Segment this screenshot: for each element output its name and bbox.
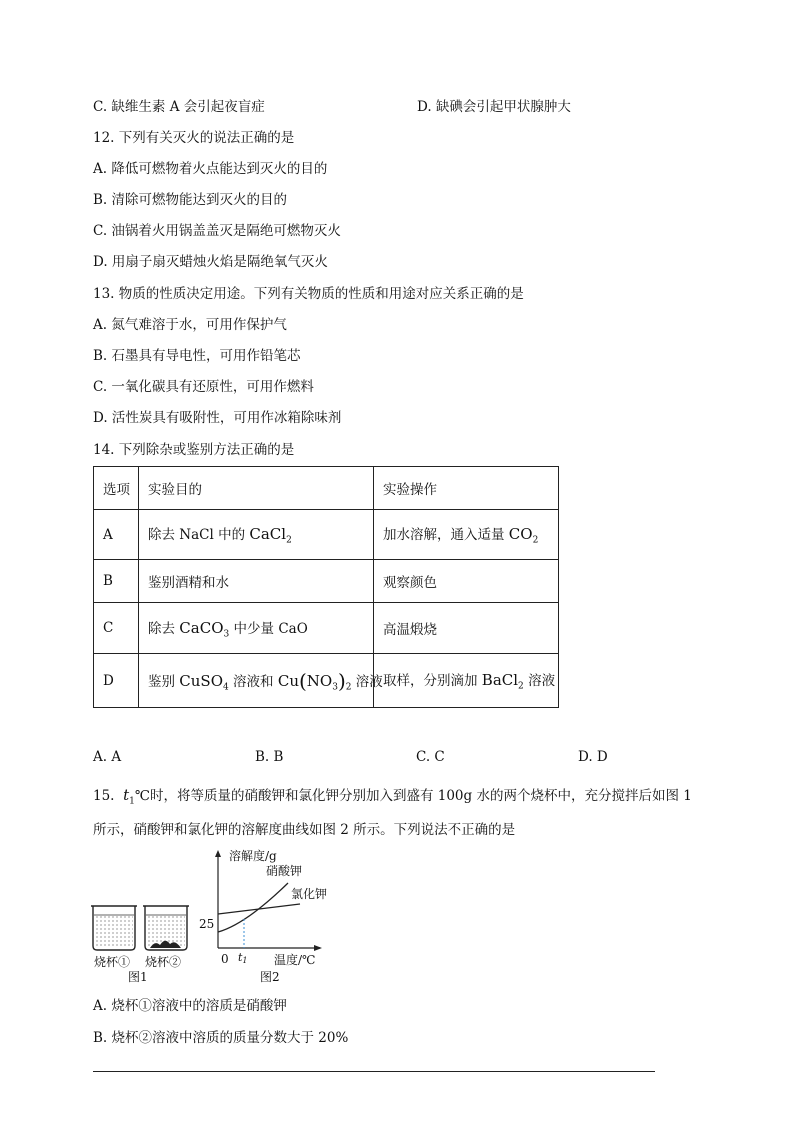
q12-stem: 12. 下列有关灭火的说法正确的是 <box>93 130 295 146</box>
x-axis-arrow-icon <box>314 945 322 951</box>
row-aim: 鉴别 CuSO$_4$ 溶液和 $Cu(NO_3)_2$ 溶液 <box>139 654 374 708</box>
header-operation: 实验操作 <box>374 467 559 510</box>
x-axis-label: 温度/℃ <box>274 953 316 967</box>
x-tick-t1: t1 <box>238 951 248 965</box>
row-operation: 加水溶解，通入适量 $CO_2$ <box>374 510 559 560</box>
beaker-1-icon <box>91 906 137 950</box>
q14-answer-b: B. B <box>255 749 284 765</box>
q14-answer-a: A. A <box>93 749 122 765</box>
row-operation: 取样，分别滴加 BaCl$_2$ 溶液 <box>374 654 559 708</box>
row-aim: 鉴别酒精和水 <box>139 560 374 603</box>
table-row <box>94 654 559 708</box>
kno3-curve <box>218 883 288 932</box>
q15-option-b: B. 烧杯②溶液中溶质的质量分数大于 20% <box>93 1030 349 1046</box>
header-option: 选项 <box>94 467 139 510</box>
q14-stem: 14. 下列除杂或鉴别方法正确的是 <box>93 442 295 458</box>
header-aim: 实验目的 <box>139 467 374 510</box>
footer-rule <box>93 1071 655 1072</box>
q14-table <box>93 466 559 708</box>
fig1-caption: 图1 <box>128 970 148 984</box>
q12-option-b: B. 清除可燃物能达到灭火的目的 <box>93 192 288 208</box>
q13-option-b: B. 石墨具有导电性，可用作铅笔芯 <box>93 348 301 364</box>
q12-option-c: C. 油锅着火用锅盖盖灭是隔绝可燃物灭火 <box>93 223 341 239</box>
fig2-caption: 图2 <box>260 970 280 984</box>
row-option: A <box>94 510 139 560</box>
row-operation: 观察颜色 <box>374 560 559 603</box>
row-aim: 除去 NaCl 中的 CaCl$_2$ <box>139 510 374 560</box>
kcl-curve <box>218 904 300 914</box>
row-option: B <box>94 560 139 603</box>
table-row <box>94 560 559 603</box>
q13-option-d: D. 活性炭具有吸附性，可用作冰箱除味剂 <box>93 410 342 426</box>
table-header-row <box>94 467 559 510</box>
q11-option-c: C. 缺维生素 A 会引起夜盲症 <box>93 99 265 115</box>
y-axis-label: 溶解度/g <box>229 849 277 863</box>
q13-stem: 13. 物质的性质决定用途。下列有关物质的性质和用途对应关系正确的是 <box>93 286 524 302</box>
kcl-label: 氯化钾 <box>291 887 328 901</box>
y-axis-arrow-icon <box>215 850 221 857</box>
beaker-1-label: 烧杯① <box>94 955 131 969</box>
y-tick-25: 25 <box>199 917 215 931</box>
row-operation: 高温煅烧 <box>374 603 559 654</box>
q11-option-d: D. 缺碘会引起甲状腺肿大 <box>417 99 571 115</box>
table-row <box>94 510 559 560</box>
row-option: C <box>94 603 139 654</box>
row-option: D <box>94 654 139 708</box>
q14-answer-c: C. C <box>416 749 445 765</box>
q12-option-d: D. 用扇子扇灭蜡烛火焰是隔绝氧气灭火 <box>93 254 328 270</box>
kno3-label: 硝酸钾 <box>266 864 303 878</box>
beaker-2-icon <box>143 906 189 950</box>
q13-option-c: C. 一氧化碳具有还原性，可用作燃料 <box>93 379 314 395</box>
row-aim: 除去 CaCO$_3$ 中少量 CaO <box>139 603 374 654</box>
q15-option-a: A. 烧杯①溶液中的溶质是硝酸钾 <box>93 998 287 1014</box>
q14-answer-d: D. D <box>578 749 608 765</box>
beaker-2-label: 烧杯② <box>145 955 182 969</box>
q13-option-a: A. 氮气难溶于水，可用作保护气 <box>93 317 287 333</box>
q15-stem-line1: 15. $t_1℃$时，将等质量的硝酸钾和氯化钾分别加入到盛有 100g 水的两个烧杯中，充分搅拌后如图 1 <box>93 786 692 807</box>
q15-stem-line2: 所示，硝酸钾和氯化钾的溶解度曲线如图 2 所示。下列说法不正确的是 <box>93 822 516 838</box>
solubility-chart <box>199 848 327 984</box>
q12-option-a: A. 降低可燃物着火点能达到灭火的目的 <box>93 161 328 177</box>
table-row <box>94 603 559 654</box>
origin-label: 0 <box>221 952 229 966</box>
q15-figure <box>88 848 348 988</box>
